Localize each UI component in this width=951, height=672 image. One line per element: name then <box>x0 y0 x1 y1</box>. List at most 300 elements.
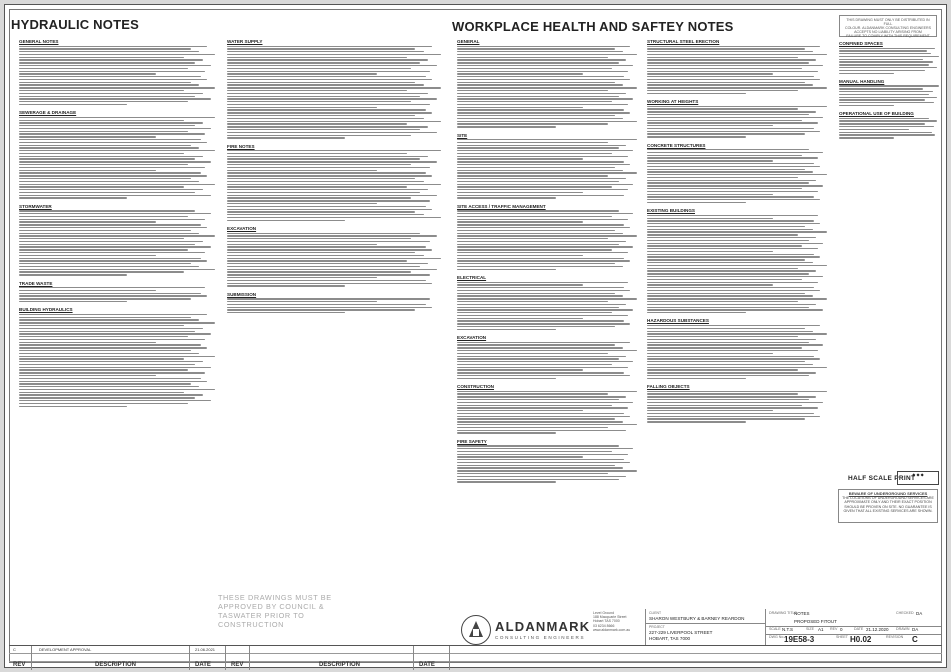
text-line <box>227 186 407 187</box>
text-line <box>19 156 203 157</box>
text-line <box>19 122 203 123</box>
text-line <box>227 115 415 116</box>
text-line <box>647 301 798 302</box>
text-line <box>19 230 191 231</box>
date-header-2: DATE <box>419 662 435 668</box>
text-line <box>19 221 156 222</box>
text-line <box>227 137 345 138</box>
text-line <box>457 470 637 471</box>
text-line <box>457 402 633 403</box>
text-line <box>19 246 211 247</box>
text-line <box>227 121 441 122</box>
text-line <box>647 309 823 310</box>
text-line <box>647 108 798 109</box>
text-line <box>457 416 630 417</box>
text-line <box>457 235 637 236</box>
text-line <box>457 367 628 368</box>
text-line <box>227 68 411 69</box>
text-line <box>19 147 199 148</box>
drawing-info-block: DRAWING TITLE NOTES PROPOSED FITOUT SCALE N.T.S SIZE A1 REV 0 DATE 21.12.2020 DRAWN DA DWG No. 19E58-3 SHEET H0.02 REVISION C CHECKED DA <box>765 609 940 645</box>
text-line <box>19 394 203 395</box>
text-line <box>19 195 211 196</box>
text-line <box>457 71 628 72</box>
text-line <box>457 48 615 49</box>
text-line <box>839 67 937 68</box>
text-line <box>19 150 215 151</box>
text-line <box>457 51 623 52</box>
text-line <box>457 323 630 324</box>
text-line <box>19 301 127 302</box>
text-line <box>19 350 191 351</box>
text-line <box>457 255 583 256</box>
text-line <box>647 128 814 129</box>
text-line <box>19 186 184 187</box>
text-line <box>647 353 773 354</box>
text-line <box>647 367 827 368</box>
text-line <box>227 260 407 261</box>
text-line <box>457 266 623 267</box>
text-line <box>457 481 556 482</box>
text-line <box>227 200 430 201</box>
section-heading: MANUAL HANDLING <box>839 78 885 84</box>
text-line <box>19 295 207 296</box>
text-line <box>19 161 211 162</box>
text-line <box>647 256 820 257</box>
text-line <box>839 56 939 57</box>
text-line <box>457 454 628 455</box>
text-line <box>647 369 798 370</box>
text-line <box>647 65 823 66</box>
section-heading: EXCAVATION <box>227 226 257 231</box>
drawing-sheet <box>4 4 947 668</box>
firm-name: ALDANMARK <box>495 619 591 634</box>
text-line <box>227 65 437 66</box>
notes-section <box>647 99 827 137</box>
text-line <box>457 197 556 198</box>
text-line <box>457 107 583 108</box>
text-line <box>647 131 820 132</box>
text-line <box>227 249 432 250</box>
text-line <box>227 118 424 119</box>
text-line <box>647 46 820 47</box>
text-line <box>19 260 207 261</box>
text-line <box>19 98 211 99</box>
text-line <box>227 192 420 193</box>
text-line <box>839 120 937 121</box>
text-line <box>19 314 207 315</box>
text-line <box>19 356 215 357</box>
project-address-2: HOBART, TAS 7000 <box>649 636 691 641</box>
text-line <box>457 150 633 151</box>
text-line <box>227 197 411 198</box>
date-cell: 21.06.2021 <box>195 647 216 652</box>
text-line <box>647 287 814 288</box>
text-line <box>457 104 628 105</box>
text-line <box>227 309 415 310</box>
text-line <box>19 125 195 126</box>
text-line <box>19 68 188 69</box>
distribution-warning: THIS DRAWING MUST ONLY BE DISTRIBUTED IN FULL COLOUR. ALDANMARK CONSULTING ENGINEERS ACCEPTS NO LIABILITY ARISING FROM FAILURE TO COMPLY WITH THIS REQUIREMENT <box>839 15 937 37</box>
text-line <box>227 235 437 236</box>
text-line <box>19 342 156 343</box>
text-line <box>457 462 630 463</box>
text-line <box>647 215 818 216</box>
notes-section <box>457 439 637 483</box>
section-heading: STRUCTURAL STEEL ERECTION <box>647 39 720 44</box>
text-line <box>839 94 929 95</box>
text-line <box>457 59 626 60</box>
text-line <box>647 262 813 263</box>
text-line <box>457 84 623 85</box>
text-line <box>457 170 623 171</box>
text-line <box>647 295 813 296</box>
text-line <box>227 107 377 108</box>
text-line <box>647 169 805 170</box>
text-line <box>457 399 619 400</box>
text-line <box>647 160 773 161</box>
text-line <box>227 233 420 234</box>
text-line <box>19 46 207 47</box>
text-line <box>457 284 583 285</box>
text-line <box>647 364 813 365</box>
text-line <box>19 353 199 354</box>
text-line <box>457 312 612 313</box>
text-line <box>457 221 583 222</box>
text-line <box>647 196 814 197</box>
text-line <box>457 210 619 211</box>
text-line <box>19 266 199 267</box>
text-line <box>19 101 188 102</box>
text-line <box>647 259 805 260</box>
text-line <box>227 211 415 212</box>
text-line <box>19 249 188 250</box>
text-line <box>227 129 420 130</box>
text-line <box>457 112 630 113</box>
text-line <box>457 473 608 474</box>
text-line <box>457 467 623 468</box>
text-line <box>647 293 805 294</box>
text-line <box>19 62 195 63</box>
text-line <box>647 188 802 189</box>
text-line <box>457 164 630 165</box>
text-line <box>19 358 184 359</box>
text-line <box>19 175 207 176</box>
text-line <box>647 290 820 291</box>
text-line <box>457 307 619 308</box>
notes-section <box>227 292 441 314</box>
text-line <box>19 367 211 368</box>
text-line <box>647 68 802 69</box>
text-line <box>19 73 156 74</box>
notes-section <box>457 133 637 199</box>
text-line <box>647 120 802 121</box>
text-line <box>457 391 637 392</box>
rev-value: 0 <box>840 627 843 632</box>
section-heading: TRADE WASTE <box>19 280 53 286</box>
text-line <box>457 227 630 228</box>
text-line <box>19 361 203 362</box>
text-line <box>647 339 816 340</box>
text-line <box>647 298 827 299</box>
text-line <box>227 104 430 105</box>
text-line <box>457 344 615 345</box>
drawing-number: 19E58-3 <box>784 635 815 644</box>
project-address-1: 227-229 LIVERPOOL STREET <box>649 630 713 635</box>
text-line <box>647 152 823 153</box>
text-line <box>227 153 407 154</box>
section-heading: WATER SUPPLY <box>227 39 263 44</box>
text-line <box>457 459 624 460</box>
text-line <box>839 97 937 98</box>
text-line <box>19 84 199 85</box>
text-line <box>647 166 820 167</box>
section-heading: EXISTING BUILDINGS <box>647 208 695 214</box>
text-line <box>647 396 816 397</box>
section-heading: STORMWATER <box>19 203 52 209</box>
text-line <box>227 241 430 242</box>
text-line <box>19 392 184 393</box>
text-line <box>647 106 827 107</box>
text-line <box>227 54 441 55</box>
text-line <box>19 269 215 270</box>
text-line <box>19 381 207 382</box>
text-line <box>647 265 827 266</box>
text-line <box>457 46 630 47</box>
text-line <box>227 96 420 97</box>
notes-section <box>457 39 637 128</box>
text-line <box>457 320 624 321</box>
text-line <box>839 129 909 130</box>
text-line <box>457 233 623 234</box>
text-line <box>19 164 188 165</box>
text-line <box>647 182 809 183</box>
text-line <box>19 403 188 404</box>
text-line <box>457 73 583 74</box>
text-line <box>647 194 773 195</box>
description-header: DESCRIPTION <box>95 662 137 668</box>
text-line <box>457 287 624 288</box>
section-heading: FIRE NOTES <box>227 143 255 149</box>
text-line <box>457 76 624 77</box>
text-line <box>457 329 556 330</box>
text-line <box>839 50 927 51</box>
text-line <box>227 283 432 284</box>
text-line <box>19 184 215 185</box>
text-line <box>457 298 637 299</box>
section-heading: SITE ACCESS / TRAFFIC MANAGEMENT <box>457 203 546 209</box>
text-line <box>647 243 823 244</box>
text-line <box>647 177 798 178</box>
text-line <box>19 255 156 256</box>
whs-notes-column-2 <box>647 39 827 605</box>
table-row <box>9 646 942 654</box>
section-heading: WORKING AT HEIGHTS <box>647 99 699 105</box>
section-heading: SEWERAGE & DRAINAGE <box>19 110 77 116</box>
text-line <box>227 170 377 171</box>
text-line <box>19 216 188 217</box>
text-line <box>457 195 624 196</box>
text-line <box>647 76 814 77</box>
text-line <box>647 234 798 235</box>
text-line <box>19 139 201 140</box>
text-line <box>19 93 203 94</box>
text-line <box>227 258 441 259</box>
section-heading: GENERAL <box>457 39 480 44</box>
text-line <box>457 145 626 146</box>
text-line <box>839 123 925 124</box>
notes-section <box>839 41 939 74</box>
section-heading: GENERAL NOTES <box>19 39 59 44</box>
text-line <box>457 172 637 173</box>
text-line <box>227 298 430 299</box>
text-line <box>457 186 612 187</box>
text-line <box>457 393 608 394</box>
text-line <box>457 54 637 55</box>
text-line <box>647 223 820 224</box>
text-line <box>457 258 624 259</box>
underground-services-warning: BEWARE OF UNDERGROUND SERVICES THE LOCATIONS OF UNDERGROUND SERVICES ARE APPROXIMATE ONLY AND THEIR EXACT POSITION SHOULD BE PROVEN ON SITE. NO GUARANTEE IS GIVEN THAT ALL EXISTING SERVICES ARE SHOWN. <box>838 489 938 523</box>
text-line <box>19 189 203 190</box>
text-line <box>457 263 615 264</box>
text-line <box>647 48 805 49</box>
description-cell: DEVELOPMENT APPROVAL <box>39 647 92 652</box>
text-line <box>19 383 191 384</box>
text-line <box>647 218 773 219</box>
text-line <box>457 410 583 411</box>
text-line <box>457 126 556 127</box>
notes-section <box>19 110 215 199</box>
text-line <box>19 241 203 242</box>
text-line <box>647 174 827 175</box>
text-line <box>647 73 773 74</box>
text-line <box>647 358 820 359</box>
text-line <box>839 59 923 60</box>
text-line <box>19 238 184 239</box>
text-line <box>19 333 211 334</box>
text-line <box>839 70 925 71</box>
text-line <box>647 333 827 334</box>
section-heading: OPERATIONAL USE OF BUILDING <box>839 111 914 117</box>
text-line <box>19 322 215 323</box>
text-line <box>457 161 624 162</box>
text-line <box>647 356 814 357</box>
text-line <box>227 269 437 270</box>
text-line <box>19 328 203 329</box>
text-line <box>647 133 805 134</box>
text-line <box>19 364 195 365</box>
text-line <box>457 192 583 193</box>
rev-header-2: REV <box>231 662 244 668</box>
notes-section <box>227 226 441 287</box>
revision-table <box>9 645 942 669</box>
text-line <box>647 157 818 158</box>
text-line <box>457 90 608 91</box>
text-line <box>227 203 377 204</box>
text-line <box>457 350 637 351</box>
text-line <box>647 185 823 186</box>
text-line <box>457 260 630 261</box>
text-line <box>19 178 191 179</box>
text-line <box>457 424 637 425</box>
text-line <box>227 252 415 253</box>
hydraulic-notes-column-1 <box>19 39 215 605</box>
text-line <box>227 238 411 239</box>
text-line <box>647 57 798 58</box>
text-line <box>457 62 619 63</box>
text-line <box>457 445 619 446</box>
text-line <box>457 246 633 247</box>
text-line <box>647 149 809 150</box>
text-line <box>457 158 583 159</box>
hydraulic-notes-title: HYDRAULIC NOTES <box>11 17 139 32</box>
text-line <box>647 87 827 88</box>
text-line <box>457 309 633 310</box>
text-line <box>19 224 201 225</box>
text-line <box>647 229 813 230</box>
section-heading: CONSTRUCTION <box>457 384 495 390</box>
text-line <box>457 318 583 319</box>
text-line <box>647 54 827 55</box>
text-line <box>19 133 205 134</box>
text-line <box>457 224 624 225</box>
text-line <box>647 282 818 283</box>
text-line <box>19 192 195 193</box>
text-line <box>227 132 437 133</box>
text-line <box>457 372 624 373</box>
text-line <box>457 181 619 182</box>
text-line <box>19 219 205 220</box>
text-line <box>19 325 184 326</box>
text-line <box>647 399 809 400</box>
text-line <box>227 189 428 190</box>
text-line <box>457 156 628 157</box>
text-line <box>227 301 377 302</box>
text-line <box>647 393 798 394</box>
rev-cell: C <box>13 647 16 652</box>
text-line <box>19 104 127 105</box>
text-line <box>457 147 619 148</box>
text-line <box>227 84 424 85</box>
text-line <box>227 57 407 58</box>
text-line <box>19 120 184 121</box>
text-line <box>647 325 820 326</box>
text-line <box>457 87 637 88</box>
text-line <box>19 235 215 236</box>
text-line <box>457 93 626 94</box>
text-line <box>227 135 411 136</box>
date-value: 21.12.2020 <box>866 627 889 632</box>
text-line <box>227 98 437 99</box>
text-line <box>227 93 428 94</box>
text-line <box>457 421 623 422</box>
text-line <box>457 216 612 217</box>
text-line <box>457 249 612 250</box>
text-line <box>227 214 424 215</box>
text-line <box>19 76 201 77</box>
text-line <box>19 344 201 345</box>
text-line <box>647 136 746 137</box>
notes-section <box>647 39 827 94</box>
text-line <box>457 378 556 379</box>
text-line <box>457 356 626 357</box>
text-line <box>457 96 619 97</box>
text-line <box>457 241 626 242</box>
section-heading: HAZARDOUS SUBSTANCES <box>647 318 709 324</box>
text-line <box>227 255 424 256</box>
text-line <box>647 405 802 406</box>
text-line <box>19 65 211 66</box>
text-line <box>457 432 556 433</box>
